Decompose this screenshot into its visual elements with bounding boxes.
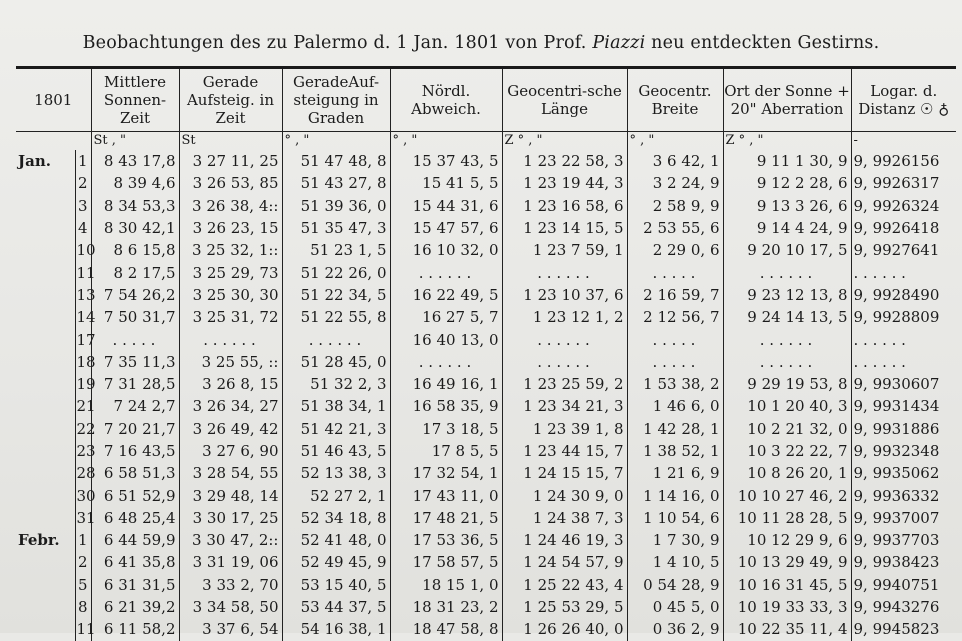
latitude-cell: . . . . . [627, 351, 723, 373]
header-geocentric-longitude: Geocentri-sche Länge [502, 68, 627, 132]
longitude-cell: 1 24 38 7, 3 [502, 507, 627, 529]
sun-position-cell: 10 8 26 20, 1 [723, 462, 851, 484]
ra-degrees-cell: 51 35 47, 3 [282, 217, 390, 239]
table-row [16, 440, 956, 462]
longitude-cell: 1 23 16 58, 6 [502, 195, 627, 217]
latitude-cell: 1 4 10, 5 [627, 551, 723, 573]
declination-cell: 15 37 43, 5 [390, 150, 502, 172]
sun-position-cell: 9 29 19 53, 8 [723, 373, 851, 395]
latitude-cell: 0 36 2, 9 [627, 618, 723, 640]
mean-time-cell: 8 2 17,5 [91, 261, 179, 283]
month-cell [16, 284, 75, 306]
ra-degrees-cell: . . . . . . [282, 328, 390, 350]
day-cell: 2 [75, 172, 91, 194]
sun-position-cell: . . . . . . [723, 351, 851, 373]
table-row [16, 507, 956, 529]
month-cell [16, 574, 75, 596]
log-distance-cell: . . . . . . [853, 330, 906, 349]
table-row [16, 172, 956, 194]
log-distance-cell: . . . . . . [853, 352, 906, 371]
mean-time-cell: 8 30 42,1 [91, 217, 179, 239]
latitude-cell: 1 14 16, 0 [627, 484, 723, 506]
mean-time-cell: 7 16 43,5 [91, 440, 179, 462]
ra-time-cell: 3 26 49, 42 [179, 418, 282, 440]
ra-time-cell: 3 31 19, 06 [179, 551, 282, 573]
ra-degrees-cell: 51 22 26, 0 [282, 261, 390, 283]
latitude-cell: . . . . . [627, 261, 723, 283]
ra-time-cell: 3 33 2, 70 [179, 574, 282, 596]
day-cell: 11 [75, 618, 91, 640]
longitude-cell: 1 23 39 1, 8 [502, 418, 627, 440]
log-distance-cell: 9, 9935062 [853, 464, 940, 483]
longitude-cell: 1 24 54 57, 9 [502, 551, 627, 573]
mean-time-cell: 8 43 17,8 [91, 150, 179, 172]
latitude-cell: 2 58 9, 9 [627, 195, 723, 217]
ra-time-cell: . . . . . . [179, 328, 282, 350]
day-cell: 4 [75, 217, 91, 239]
ra-time-cell: 3 25 31, 72 [179, 306, 282, 328]
sun-position-cell: 10 22 35 11, 4 [723, 618, 851, 640]
log-distance-cell: 9, 9928490 [853, 285, 940, 304]
log-distance-cell: 9, 9931434 [853, 397, 940, 416]
mean-time-cell: 6 31 31,5 [91, 574, 179, 596]
mean-time-cell: 6 44 59,9 [91, 529, 179, 551]
month-cell [16, 551, 75, 573]
ra-time-cell: 3 26 53, 85 [179, 172, 282, 194]
log-distance-cell: 9, 9936332 [853, 486, 940, 505]
declination-cell: 16 40 13, 0 [390, 328, 502, 350]
mean-time-cell: 6 58 51,3 [91, 462, 179, 484]
longitude-cell: 1 24 30 9, 0 [502, 484, 627, 506]
mean-time-cell: 8 34 53,3 [91, 195, 179, 217]
longitude-cell: 1 24 46 19, 3 [502, 529, 627, 551]
day-cell: 21 [75, 395, 91, 417]
sun-position-cell: 10 12 29 9, 6 [723, 529, 851, 551]
declination-cell: 15 44 31, 6 [390, 195, 502, 217]
declination-cell: 16 58 35, 9 [390, 395, 502, 417]
day-cell: 18 [75, 351, 91, 373]
month-cell: Febr. [16, 529, 75, 551]
sun-position-cell: 9 14 4 24, 9 [723, 217, 851, 239]
table-row [16, 239, 956, 261]
latitude-cell: 1 53 38, 2 [627, 373, 723, 395]
table-row [16, 618, 956, 640]
month-cell [16, 484, 75, 506]
ra-degrees-cell: 51 38 34, 1 [282, 395, 390, 417]
table-row [16, 462, 956, 484]
declination-cell: 17 58 57, 5 [390, 551, 502, 573]
ra-degrees-cell: 51 22 55, 8 [282, 306, 390, 328]
declination-cell: . . . . . . [390, 261, 502, 283]
ra-degrees-cell: 51 42 21, 3 [282, 418, 390, 440]
header-year: 1801 [16, 68, 91, 132]
table-row [16, 195, 956, 217]
sun-position-cell: 10 11 28 28, 5 [723, 507, 851, 529]
day-cell: 14 [75, 306, 91, 328]
day-cell: 1 [75, 529, 91, 551]
declination-cell: 17 43 11, 0 [390, 484, 502, 506]
ra-time-cell: 3 27 11, 25 [179, 150, 282, 172]
declination-cell: . . . . . . [390, 351, 502, 373]
declination-cell: 16 27 5, 7 [390, 306, 502, 328]
table-row [16, 395, 956, 417]
sun-position-cell: 9 23 12 13, 8 [723, 284, 851, 306]
sun-position-cell: 10 10 27 46, 2 [723, 484, 851, 506]
ra-time-cell: 3 25 55, :: [179, 351, 282, 373]
declination-cell: 17 8 5, 5 [390, 440, 502, 462]
month-cell [16, 195, 75, 217]
log-distance-cell: 9, 9940751 [853, 575, 940, 594]
table-body [16, 150, 956, 641]
mean-time-cell: 6 51 52,9 [91, 484, 179, 506]
sun-position-cell: 9 13 3 26, 6 [723, 195, 851, 217]
latitude-cell: 0 54 28, 9 [627, 574, 723, 596]
ra-time-cell: 3 30 47, 2:: [179, 529, 282, 551]
sun-position-cell: . . . . . . [723, 328, 851, 350]
month-cell [16, 328, 75, 350]
declination-cell: 15 41 5, 5 [390, 172, 502, 194]
sun-position-cell: 9 24 14 13, 5 [723, 306, 851, 328]
units-time: St , " [91, 132, 179, 151]
longitude-cell: 1 25 53 29, 5 [502, 596, 627, 618]
ra-degrees-cell: 51 39 36, 0 [282, 195, 390, 217]
ra-time-cell: 3 27 6, 90 [179, 440, 282, 462]
declination-cell: 16 49 16, 1 [390, 373, 502, 395]
latitude-cell: 1 38 52, 1 [627, 440, 723, 462]
declination-cell: 18 15 1, 0 [390, 574, 502, 596]
table-row [16, 484, 956, 506]
sun-position-cell: 9 11 1 30, 9 [723, 150, 851, 172]
ra-degrees-cell: 51 23 1, 5 [282, 239, 390, 261]
longitude-cell: 1 23 19 44, 3 [502, 172, 627, 194]
table-row [16, 261, 956, 283]
log-distance-cell: 9, 9932348 [853, 442, 940, 460]
ra-time-cell: 3 28 54, 55 [179, 462, 282, 484]
sun-position-cell: 10 2 21 32, 0 [723, 418, 851, 440]
mean-time-cell: 6 11 58,2 [91, 618, 179, 640]
header-mean-solar-time: Mittlere Sonnen-Zeit [91, 68, 179, 132]
latitude-cell: 0 45 5, 0 [627, 596, 723, 618]
month-cell: Jan. [16, 150, 75, 172]
observation-table [16, 66, 956, 641]
ra-time-cell: 3 26 34, 27 [179, 395, 282, 417]
table-row [16, 551, 956, 573]
ra-degrees-cell: 51 46 43, 5 [282, 440, 390, 462]
units-log: - [851, 132, 956, 151]
page-title [0, 33, 962, 53]
day-cell: 19 [75, 373, 91, 395]
month-cell [16, 172, 75, 194]
day-cell: 22 [75, 418, 91, 440]
units-ra-degrees: ° , " [282, 132, 390, 151]
month-cell [16, 239, 75, 261]
sun-position-cell: 10 3 22 22, 7 [723, 440, 851, 462]
table-row [16, 574, 956, 596]
ra-degrees-cell: 51 43 27, 8 [282, 172, 390, 194]
log-distance-cell: 9, 9927641 [853, 241, 940, 260]
ra-time-cell: 3 37 6, 54 [179, 618, 282, 640]
mean-time-cell: 7 35 11,3 [91, 351, 179, 373]
units-sun: Z ° , " [723, 132, 851, 151]
log-distance-cell: 9, 9926317 [853, 174, 940, 193]
table-row [16, 373, 956, 395]
ra-degrees-cell: 51 47 48, 8 [282, 150, 390, 172]
header-log-distance: Logar. d. Distanz ☉ ♁ [851, 68, 956, 132]
month-cell [16, 373, 75, 395]
units-latitude: ° , " [627, 132, 723, 151]
mean-time-cell: 7 24 2,7 [91, 395, 179, 417]
table-row [16, 351, 956, 373]
latitude-cell: 1 21 6, 9 [627, 462, 723, 484]
day-cell: 30 [75, 484, 91, 506]
ra-degrees-cell: 51 22 34, 5 [282, 284, 390, 306]
latitude-cell: 2 53 55, 6 [627, 217, 723, 239]
month-cell [16, 217, 75, 239]
day-cell: 13 [75, 284, 91, 306]
longitude-cell: 1 24 15 15, 7 [502, 462, 627, 484]
table-row [16, 418, 956, 440]
ra-degrees-cell: 51 28 45, 0 [282, 351, 390, 373]
longitude-cell: 1 23 14 15, 5 [502, 217, 627, 239]
ra-degrees-cell: 51 32 2, 3 [282, 373, 390, 395]
mean-time-cell: 7 31 28,5 [91, 373, 179, 395]
ra-time-cell: 3 26 38, 4:: [179, 195, 282, 217]
header-sun-position: Ort der Sonne + 20" Aberration [723, 68, 851, 132]
ra-degrees-cell: 52 41 48, 0 [282, 529, 390, 551]
declination-cell: 17 48 21, 5 [390, 507, 502, 529]
month-cell [16, 395, 75, 417]
ra-time-cell: 3 34 58, 50 [179, 596, 282, 618]
day-cell: 28 [75, 462, 91, 484]
log-distance-cell: 9, 9926324 [853, 196, 940, 215]
header-geocentric-latitude: Geocentr. Breite [627, 68, 723, 132]
log-distance-cell: 9, 9945823 [853, 620, 940, 639]
latitude-cell: 1 10 54, 6 [627, 507, 723, 529]
mean-time-cell: 6 41 35,8 [91, 551, 179, 573]
day-cell: 17 [75, 328, 91, 350]
longitude-cell: . . . . . . [502, 328, 627, 350]
day-cell: 1 [75, 150, 91, 172]
latitude-cell: 3 2 24, 9 [627, 172, 723, 194]
title-suffix: neu entdeckten Gestirns. [645, 33, 880, 53]
longitude-cell: 1 23 10 37, 6 [502, 284, 627, 306]
sun-position-cell: 10 16 31 45, 5 [723, 574, 851, 596]
table-row [16, 529, 956, 551]
table-row [16, 328, 956, 350]
longitude-cell: 1 23 12 1, 2 [502, 306, 627, 328]
mean-time-cell: 7 20 21,7 [91, 418, 179, 440]
sun-position-cell: 9 12 2 28, 6 [723, 172, 851, 194]
declination-cell: 16 22 49, 5 [390, 284, 502, 306]
latitude-cell: 2 16 59, 7 [627, 284, 723, 306]
header-north-declination: Nördl. Abweich. [390, 68, 502, 132]
latitude-cell: 1 42 28, 1 [627, 418, 723, 440]
mean-time-cell: 7 54 26,2 [91, 284, 179, 306]
log-distance-cell: 9, 9931886 [853, 419, 940, 438]
table-row [16, 217, 956, 239]
declination-cell: 17 32 54, 1 [390, 462, 502, 484]
month-cell [16, 462, 75, 484]
month-cell [16, 418, 75, 440]
sun-position-cell: 10 19 33 33, 3 [723, 596, 851, 618]
longitude-cell: . . . . . . [502, 261, 627, 283]
latitude-cell: 1 46 6, 0 [627, 395, 723, 417]
log-distance-cell: 9, 9930607 [853, 375, 940, 394]
declination-cell: 16 10 32, 0 [390, 239, 502, 261]
ra-time-cell: 3 25 32, 1:: [179, 239, 282, 261]
title-prefix: Beobachtungen des zu Palermo d. 1 Jan. 1801 von Prof. [82, 33, 593, 53]
declination-cell: 17 3 18, 5 [390, 418, 502, 440]
ra-degrees-cell: 52 27 2, 1 [282, 484, 390, 506]
sun-position-cell: . . . . . . [723, 261, 851, 283]
log-distance-cell: 9, 9938423 [853, 553, 940, 572]
day-cell: 3 [75, 195, 91, 217]
day-cell: 8 [75, 596, 91, 618]
month-cell [16, 596, 75, 618]
latitude-cell: 3 6 42, 1 [627, 150, 723, 172]
declination-cell: 18 47 58, 8 [390, 618, 502, 640]
log-distance-cell: 9, 9926418 [853, 219, 940, 238]
day-cell: 31 [75, 507, 91, 529]
title-name: Piazzi [592, 33, 646, 53]
log-distance-cell: 9, 9928809 [853, 308, 940, 327]
log-distance-cell: 9, 9926156 [853, 152, 940, 171]
month-cell [16, 306, 75, 328]
log-distance-cell: 9, 9937007 [853, 508, 940, 527]
ra-time-cell: 3 26 23, 15 [179, 217, 282, 239]
latitude-cell: . . . . . [627, 328, 723, 350]
latitude-cell: 2 29 0, 6 [627, 239, 723, 261]
sun-position-cell: 10 13 29 49, 9 [723, 551, 851, 573]
ra-degrees-cell: 54 16 38, 1 [282, 618, 390, 640]
log-distance-cell: . . . . . . [853, 263, 906, 282]
day-cell: 11 [75, 261, 91, 283]
declination-cell: 15 47 57, 6 [390, 217, 502, 239]
longitude-cell: 1 26 26 40, 0 [502, 618, 627, 640]
month-cell [16, 261, 75, 283]
longitude-cell: 1 23 25 59, 2 [502, 373, 627, 395]
longitude-cell: 1 23 44 15, 7 [502, 440, 627, 462]
units-longitude: Z ° , " [502, 132, 627, 151]
ra-degrees-cell: 52 13 38, 3 [282, 462, 390, 484]
latitude-cell: 2 12 56, 7 [627, 306, 723, 328]
mean-time-cell: 6 48 25,4 [91, 507, 179, 529]
table-row [16, 150, 956, 172]
sun-position-cell: 9 20 10 17, 5 [723, 239, 851, 261]
longitude-cell: 1 23 34 21, 3 [502, 395, 627, 417]
sun-position-cell: 10 1 20 40, 3 [723, 395, 851, 417]
longitude-cell: 1 25 22 43, 4 [502, 574, 627, 596]
units-year [16, 132, 91, 151]
day-cell: 10 [75, 239, 91, 261]
month-cell [16, 351, 75, 373]
log-distance-cell: 9, 9937703 [853, 531, 940, 550]
table-row [16, 596, 956, 618]
table-row [16, 284, 956, 306]
longitude-cell: . . . . . . [502, 351, 627, 373]
header-right-ascension-degrees: GeradeAuf-steigung in Graden [282, 68, 390, 132]
units-declination: ° , " [390, 132, 502, 151]
ra-time-cell: 3 30 17, 25 [179, 507, 282, 529]
table-row [16, 306, 956, 328]
month-cell [16, 618, 75, 640]
declination-cell: 18 31 23, 2 [390, 596, 502, 618]
longitude-cell: 1 23 22 58, 3 [502, 150, 627, 172]
ra-time-cell: 3 26 8, 15 [179, 373, 282, 395]
ra-degrees-cell: 53 15 40, 5 [282, 574, 390, 596]
declination-cell: 17 53 36, 5 [390, 529, 502, 551]
ra-degrees-cell: 53 44 37, 5 [282, 596, 390, 618]
ra-time-cell: 3 29 48, 14 [179, 484, 282, 506]
mean-time-cell: 6 21 39,2 [91, 596, 179, 618]
mean-time-cell: 8 39 4,6 [91, 172, 179, 194]
mean-time-cell: . . . . . [91, 328, 179, 350]
day-cell: 5 [75, 574, 91, 596]
mean-time-cell: 8 6 15,8 [91, 239, 179, 261]
day-cell: 2 [75, 551, 91, 573]
latitude-cell: 1 7 30, 9 [627, 529, 723, 551]
day-cell: 23 [75, 440, 91, 462]
header-right-ascension-time: Gerade Aufsteig. in Zeit [179, 68, 282, 132]
ra-time-cell: 3 25 30, 30 [179, 284, 282, 306]
ra-degrees-cell: 52 49 45, 9 [282, 551, 390, 573]
log-distance-cell: 9, 9943276 [853, 598, 940, 617]
ra-time-cell: 3 25 29, 73 [179, 261, 282, 283]
month-cell [16, 440, 75, 462]
units-ra-time: St [179, 132, 282, 151]
month-cell [16, 507, 75, 529]
mean-time-cell: 7 50 31,7 [91, 306, 179, 328]
longitude-cell: 1 23 7 59, 1 [502, 239, 627, 261]
ra-degrees-cell: 52 34 18, 8 [282, 507, 390, 529]
